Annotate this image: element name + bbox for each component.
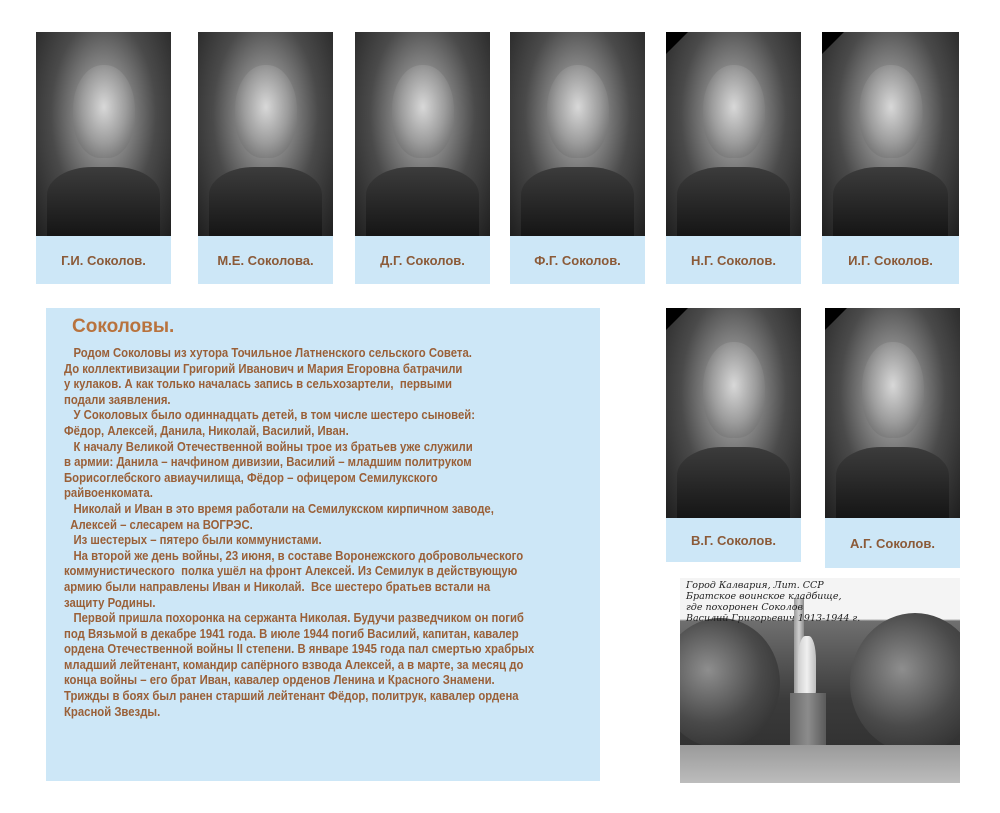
article-line: У Соколовых было одиннадцать детей, в том числе шестеро сыновей:: [64, 408, 476, 423]
ground-shape: [680, 745, 960, 783]
article-title: Соколовы.: [72, 316, 175, 337]
article-line: в армии: Данила – начфином дивизии, Василий – младшим политруком: [64, 455, 472, 470]
tree-shape: [850, 613, 960, 753]
article-line: Первой пришла похоронка на сержанта Николая. Будучи разведчиком он погиб: [64, 611, 524, 626]
statue-shape: [798, 636, 816, 696]
article-line: младший лейтенант, командир сапёрного взвода Алексей, а в марте, за месяц до: [64, 657, 524, 672]
inscription-line: где похоронен Соколов: [686, 602, 804, 613]
article-line: райвоенкомата.: [64, 486, 153, 501]
article-line: Борисоглебского авиаучилища, Фёдор – офицером Семилукского: [64, 470, 438, 485]
article-line: ордена Отечественной войны II степени. В январе 1945 года пал смертью храбрых: [64, 642, 535, 657]
article-line: конца войны – его брат Иван, кавалер орденов Ленина и Красного Знамени.: [64, 673, 495, 688]
portrait-photo: [36, 32, 171, 236]
article-line: под Вязьмой в декабре 1941 года. В июле 1944 погиб Василий, капитан, кавалер: [64, 626, 519, 641]
article-line: Николай и Иван в это время работали на Семилукском кирпичном заводе,: [64, 501, 494, 516]
article-line: армию были направлены Иван и Николай. Все шестеро братьев встали на: [64, 579, 491, 594]
inscription-line: Василий Григорьевич 1913-1944 г.: [686, 613, 861, 624]
portrait-caption: В.Г. Соколов.: [666, 518, 801, 562]
article-line: Фёдор, Алексей, Данила, Николай, Василий, Иван.: [64, 423, 349, 438]
portrait-caption: Д.Г. Соколов.: [355, 236, 490, 284]
portrait-caption: М.Е. Соколова.: [198, 236, 333, 284]
portrait-caption: Н.Г. Соколов.: [666, 236, 801, 284]
article-line: Родом Соколовы из хутора Точильное Латненского сельского Совета.: [64, 346, 472, 360]
portrait-photo: [510, 32, 645, 236]
portrait-photo: [822, 32, 959, 236]
pedestal-shape: [790, 693, 826, 748]
portrait-caption: Г.И. Соколов.: [36, 236, 171, 284]
portrait-photo: [355, 32, 490, 236]
portrait-photo: [825, 308, 960, 518]
portrait-photo: [198, 32, 333, 236]
article-line: На второй же день войны, 23 июня, в составе Воронежского добровольческого: [64, 548, 524, 563]
portrait-photo: [666, 32, 801, 236]
article-body: [64, 346, 541, 720]
article-line: защиту Родины.: [64, 595, 156, 610]
article-line: у кулаков. А как только началась запись в сельхозартели, первыми: [64, 377, 452, 392]
article-line: подали заявления.: [64, 392, 171, 407]
memorial-inscription: [686, 580, 956, 624]
article-line: К началу Великой Отечественной войны трое из братьев уже служили: [64, 439, 473, 454]
inscription-line: Братское воинское кладбище,: [686, 591, 842, 602]
portrait-photo: [666, 308, 801, 518]
article-line: До коллективизации Григорий Иванович и Мария Егоровна батрачили: [64, 361, 463, 376]
portrait-caption: Ф.Г. Соколов.: [510, 236, 645, 284]
inscription-line: Город Калвария, Лит. ССР: [686, 580, 824, 591]
article-line: коммунистического полка ушёл на фронт Алексей. Из Семилук в действующую: [64, 564, 518, 579]
portrait-caption: И.Г. Соколов.: [822, 236, 959, 284]
tree-shape: [680, 618, 780, 748]
article-line: Красной Звезды.: [64, 704, 161, 719]
memorial-photo: [680, 578, 960, 783]
portrait-caption: А.Г. Соколов.: [825, 518, 960, 568]
article-line: Трижды в боях был ранен старший лейтенант Фёдор, политрук, кавалер ордена: [64, 689, 519, 704]
article-line: Из шестерых – пятеро были коммунистами.: [64, 533, 322, 548]
article-line: Алексей – слесарем на ВОГРЭС.: [64, 517, 253, 532]
